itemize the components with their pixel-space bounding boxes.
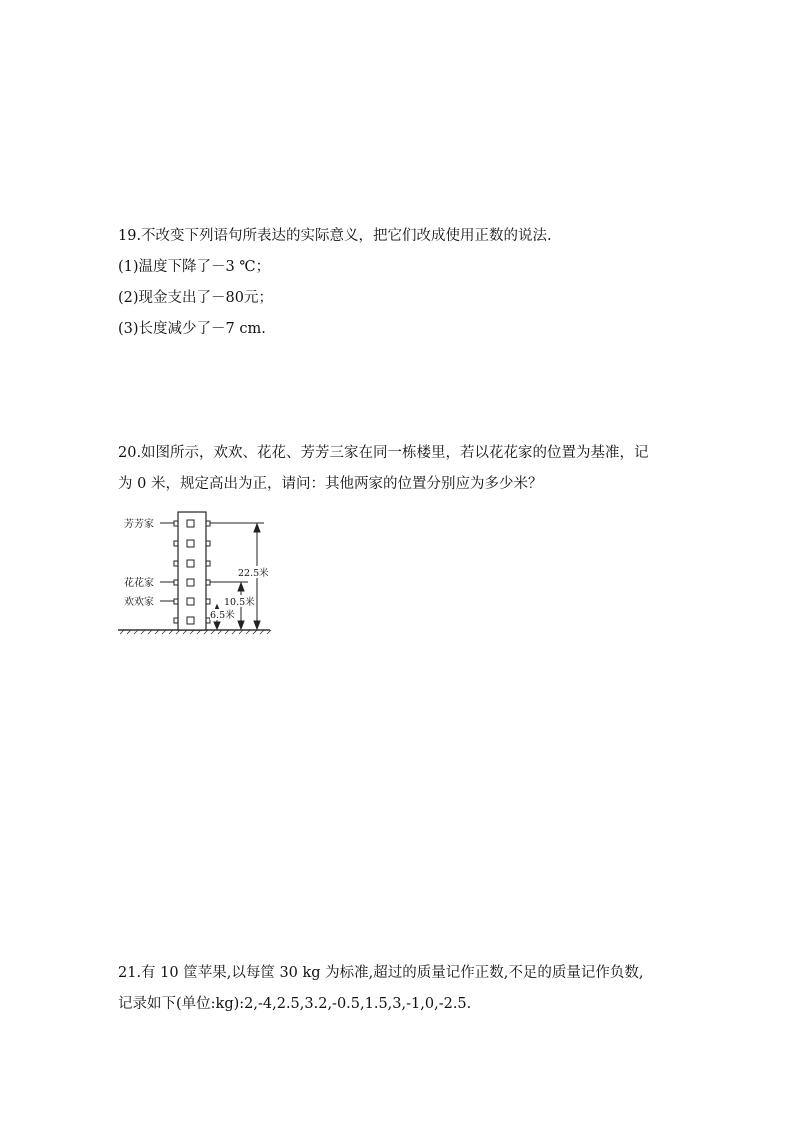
label-huanhuan: 欢欢家 bbox=[124, 597, 154, 608]
q19-stem: 19.不改变下列语句所表达的实际意义，把它们改成使用正数的说法. bbox=[118, 228, 552, 244]
label-huahua: 花花家 bbox=[124, 578, 154, 589]
dim-6-5-label: 6.5米 bbox=[210, 610, 235, 621]
balconies-left bbox=[174, 521, 178, 623]
balconies-right bbox=[206, 521, 210, 623]
q20-line-1: 20.如图所示，欢欢、花花、芳芳三家在同一栋楼里，若以花花家的位置为基准，记 bbox=[118, 445, 649, 461]
dim-10-5-label: 10.5米 bbox=[224, 597, 255, 608]
building-figure bbox=[118, 508, 278, 638]
q19-item-1: (1)温度下降了－3 ℃； bbox=[118, 259, 271, 275]
building bbox=[178, 512, 206, 630]
q21-line-2: 记录如下(单位:kg):2,-4,2.5,3.2,-0.5,1.5,3,-1,0,-2.5. bbox=[118, 996, 472, 1012]
q19-item-3: (3)长度减少了－7 cm. bbox=[118, 321, 266, 337]
q21-line-1: 21.有 10 筐苹果,以每筐 30 kg 为标准,超过的质量记作正数,不足的质量记作负数, bbox=[118, 965, 644, 981]
label-fangfang: 芳芳家 bbox=[124, 519, 154, 530]
q19-item-2: (2)现金支出了－80元； bbox=[118, 290, 273, 306]
q20-line-2: 为 0 米，规定高出为正，请问：其他两家的位置分别应为多少米？ bbox=[118, 476, 543, 492]
dim-22-5-label: 22.5米 bbox=[238, 568, 269, 579]
